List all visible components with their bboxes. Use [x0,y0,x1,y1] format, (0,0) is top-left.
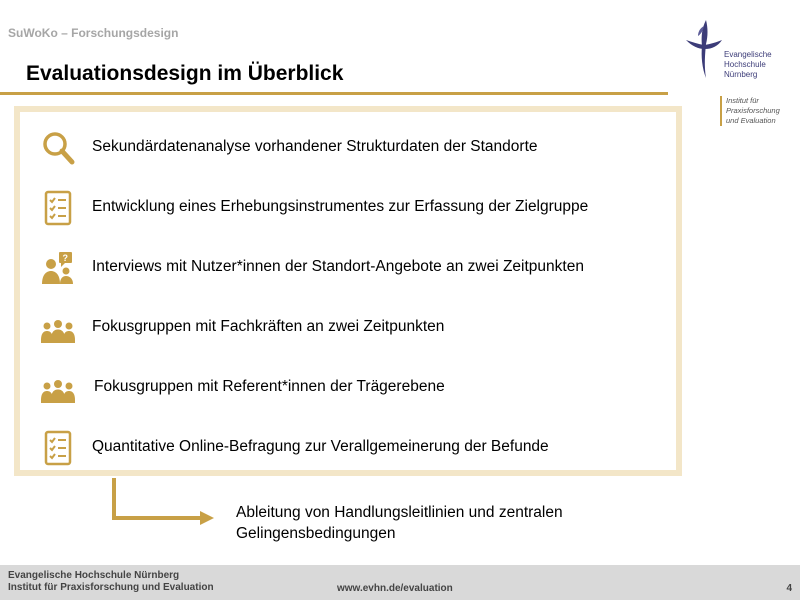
checklist-icon [40,430,76,466]
list-item-label: Interviews mit Nutzer*innen der Standort-Angebote an zwei Zeitpunkten [92,258,584,275]
slide-footer [0,565,800,600]
magnifier-icon [40,130,76,166]
logo-institute-name: Institut für Praxisforschung und Evaluation [720,96,780,126]
list-item [20,246,676,286]
list-item-label: Fokusgruppen mit Fachkräften an zwei Zeitpunkten [92,318,445,335]
list-item-label: Entwicklung eines Erhebungsinstrumentes zur Erfassung der Zielgruppe [92,198,589,215]
logo-institution-name: Evangelische Hochschule Nürnberg [724,50,772,79]
list-item-label: Sekundärdatenanalyse vorhandener Strukturdaten der Standorte [92,138,538,155]
list-item [20,366,676,406]
footer-url: www.evhn.de/evaluation [337,583,453,594]
list-item [20,306,676,346]
list-item [20,186,676,226]
elbow-arrow-icon [110,478,220,528]
list-item [20,426,676,466]
cross-logo-icon [684,18,724,80]
checklist-icon [40,190,76,226]
list-item-label: Fokusgruppen mit Referent*innen der Trägerebene [94,378,445,395]
slide-topline: SuWoKo – Forschungsdesign [8,26,179,40]
conclusion-text: Ableitung von Handlungsleitlinien und zentralen Gelingensbedingungen [236,504,563,542]
evaluation-steps-frame [14,106,682,476]
interview-icon [40,250,76,286]
footer-organization: Evangelische Hochschule Nürnberg Institut für Praxisforschung und Evaluation [8,570,214,593]
evhn-logo [684,18,794,138]
title-underline [0,92,668,95]
page-number: 4 [786,583,792,594]
list-item-label: Quantitative Online-Befragung zur Verallgemeinerung der Befunde [92,438,549,455]
list-item [20,126,676,166]
slide-title: Evaluationsdesign im Überblick [26,62,344,85]
svg-text:?: ? [62,253,68,263]
group-icon [40,310,76,346]
group-icon [40,370,76,406]
